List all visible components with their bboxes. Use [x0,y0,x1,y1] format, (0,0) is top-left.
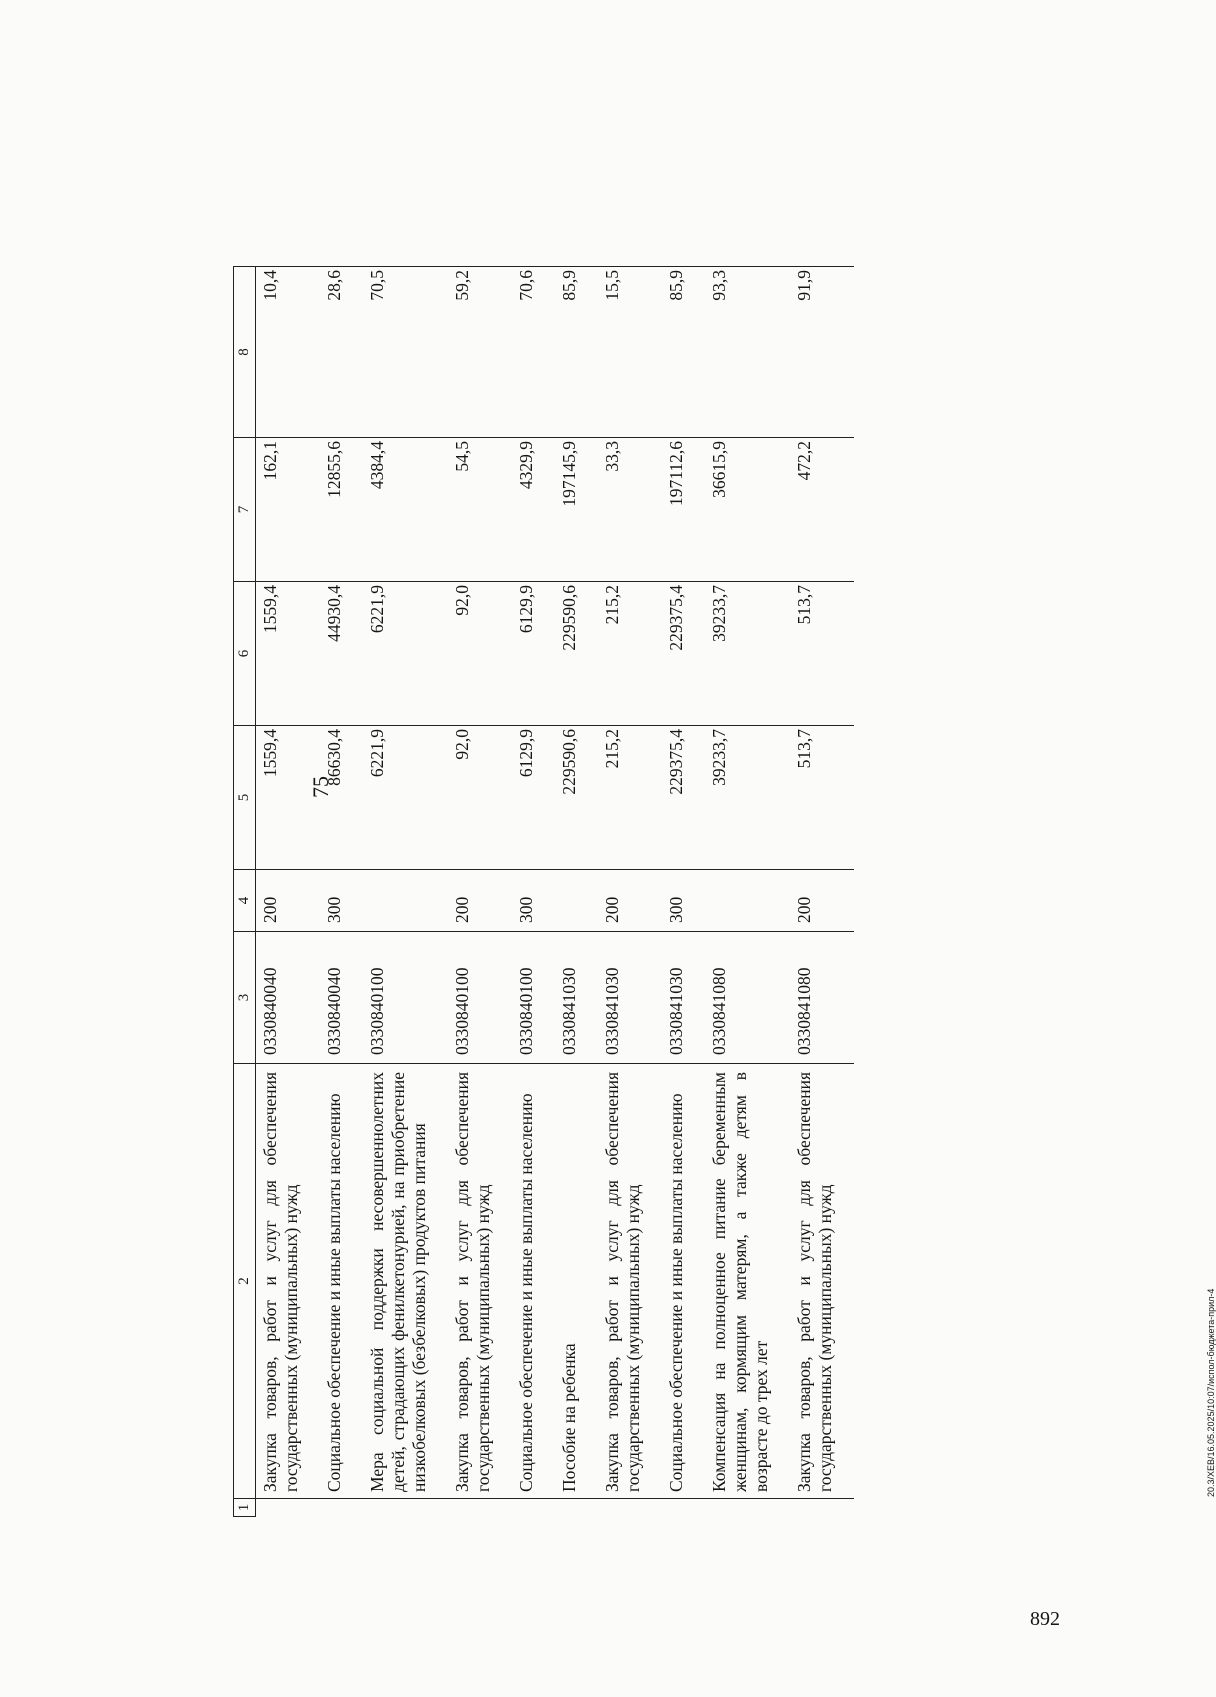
row-name: Закупка товаров, работ и услуг для обеспечения государственных (муниципальных) нужд [598,1064,662,1499]
row-name: Мера социальной поддержки несовершеннолетних детей, страдающих фенилкетонурией, на приобретение низкобелковых (безбелковых) продуктов питания [363,1064,448,1499]
row-type: 200 [790,870,854,932]
row-type: 300 [662,870,705,932]
row-value-7: 4384,4 [363,438,448,582]
table-header [234,267,256,1517]
row-value-8: 10,4 [256,267,321,438]
row-name: Закупка товаров, работ и услуг для обеспечения государственных (муниципальных) нужд [256,1064,321,1499]
row-value-5: 513,7 [790,726,854,870]
row-code: 0330841080 [790,932,854,1064]
page-number: 75 [308,776,333,798]
row-name: Социальное обеспечение и иные выплаты населению [512,1064,555,1499]
row-value-5: 1559,4 [256,726,321,870]
row-value-6: 6221,9 [363,582,448,726]
row-name: Закупка товаров, работ и услуг для обеспечения государственных (муниципальных) нужд [448,1064,512,1499]
column-header-6: 6 [234,582,256,726]
row-type: 200 [598,870,662,932]
row-code: 0330841030 [555,932,598,1064]
row-type [555,870,598,932]
row-value-5: 215,2 [598,726,662,870]
row-value-8: 93,3 [705,267,790,438]
row-value-5: 229590,6 [555,726,598,870]
row-value-8: 70,5 [363,267,448,438]
row-code: 0330840100 [512,932,555,1064]
row-value-8: 85,9 [662,267,705,438]
column-header-1: 1 [234,1499,256,1517]
row-value-7: 4329,9 [512,438,555,582]
row-code: 0330840040 [320,932,363,1064]
row-name: Компенсация на полноценное питание беременным женщинам, кормящим матерям, а также детям в возрасте до трех лет [705,1064,790,1499]
row-code: 0330841080 [705,932,790,1064]
row-value-6: 513,7 [790,582,854,726]
row-value-6: 39233,7 [705,582,790,726]
row-value-6: 6129,9 [512,582,555,726]
row-value-7: 33,3 [598,438,662,582]
row-name: Социальное обеспечение и иные выплаты населению [320,1064,363,1499]
row-code: 0330840100 [363,932,448,1064]
column-header-4: 4 [234,870,256,932]
row-value-5: 92,0 [448,726,512,870]
row-value-8: 28,6 [320,267,363,438]
row-value-5: 6221,9 [363,726,448,870]
rotated-page [200,57,1216,1517]
row-value-6: 229590,6 [555,582,598,726]
row-value-5: 6129,9 [512,726,555,870]
row-value-7: 12855,6 [320,438,363,582]
row-type: 200 [256,870,321,932]
table-row [256,267,321,1517]
row-col1 [705,1499,790,1517]
row-code: 0330841030 [598,932,662,1064]
row-value-5: 39233,7 [705,726,790,870]
row-name: Пособие на ребенка [555,1064,598,1499]
row-type: 300 [512,870,555,932]
row-code: 0330840100 [448,932,512,1064]
column-header-3: 3 [234,932,256,1064]
row-value-6: 215,2 [598,582,662,726]
row-value-7: 197145,9 [555,438,598,582]
row-code: 0330840040 [256,932,321,1064]
row-type: 300 [320,870,363,932]
row-col1 [555,1499,598,1517]
row-value-6: 44930,4 [320,582,363,726]
row-value-8: 91,9 [790,267,854,438]
stamp-number: 892 [1030,1608,1060,1630]
row-col1 [448,1499,512,1517]
table-row [705,267,790,1517]
table-row [512,267,555,1517]
budget-table [233,266,854,1517]
table-body [256,267,855,1517]
row-code: 0330841030 [662,932,705,1064]
table-row [662,267,705,1517]
row-value-7: 472,2 [790,438,854,582]
column-header-2: 2 [234,1064,256,1499]
row-col1 [363,1499,448,1517]
column-header-8: 8 [234,267,256,438]
row-value-8: 59,2 [448,267,512,438]
table-row [790,267,854,1517]
table-row [320,267,363,1517]
column-header-7: 7 [234,438,256,582]
row-value-8: 85,9 [555,267,598,438]
row-col1 [598,1499,662,1517]
row-value-8: 15,5 [598,267,662,438]
row-type [705,870,790,932]
row-col1 [256,1499,321,1517]
column-header-5: 5 [234,726,256,870]
header-row [234,267,256,1517]
row-value-6: 1559,4 [256,582,321,726]
row-value-7: 162,1 [256,438,321,582]
table-row [598,267,662,1517]
row-type: 200 [448,870,512,932]
row-value-7: 36615,9 [705,438,790,582]
row-col1 [320,1499,363,1517]
row-value-7: 197112,6 [662,438,705,582]
row-col1 [790,1499,854,1517]
table-row [555,267,598,1517]
row-value-8: 70,6 [512,267,555,438]
row-col1 [662,1499,705,1517]
row-col1 [512,1499,555,1517]
document-code: 20.3/XEB/16.05.2025/10:07/испол-бюджета-прил-4 [1206,1288,1216,1497]
row-value-7: 54,5 [448,438,512,582]
row-name: Социальное обеспечение и иные выплаты населению [662,1064,705,1499]
row-value-5: 86630,4 [320,726,363,870]
row-type [363,870,448,932]
row-value-6: 92,0 [448,582,512,726]
table-row [363,267,448,1517]
table-row [448,267,512,1517]
row-value-5: 229375,4 [662,726,705,870]
row-value-6: 229375,4 [662,582,705,726]
row-name: Закупка товаров, работ и услуг для обеспечения государственных (муниципальных) нужд [790,1064,854,1499]
